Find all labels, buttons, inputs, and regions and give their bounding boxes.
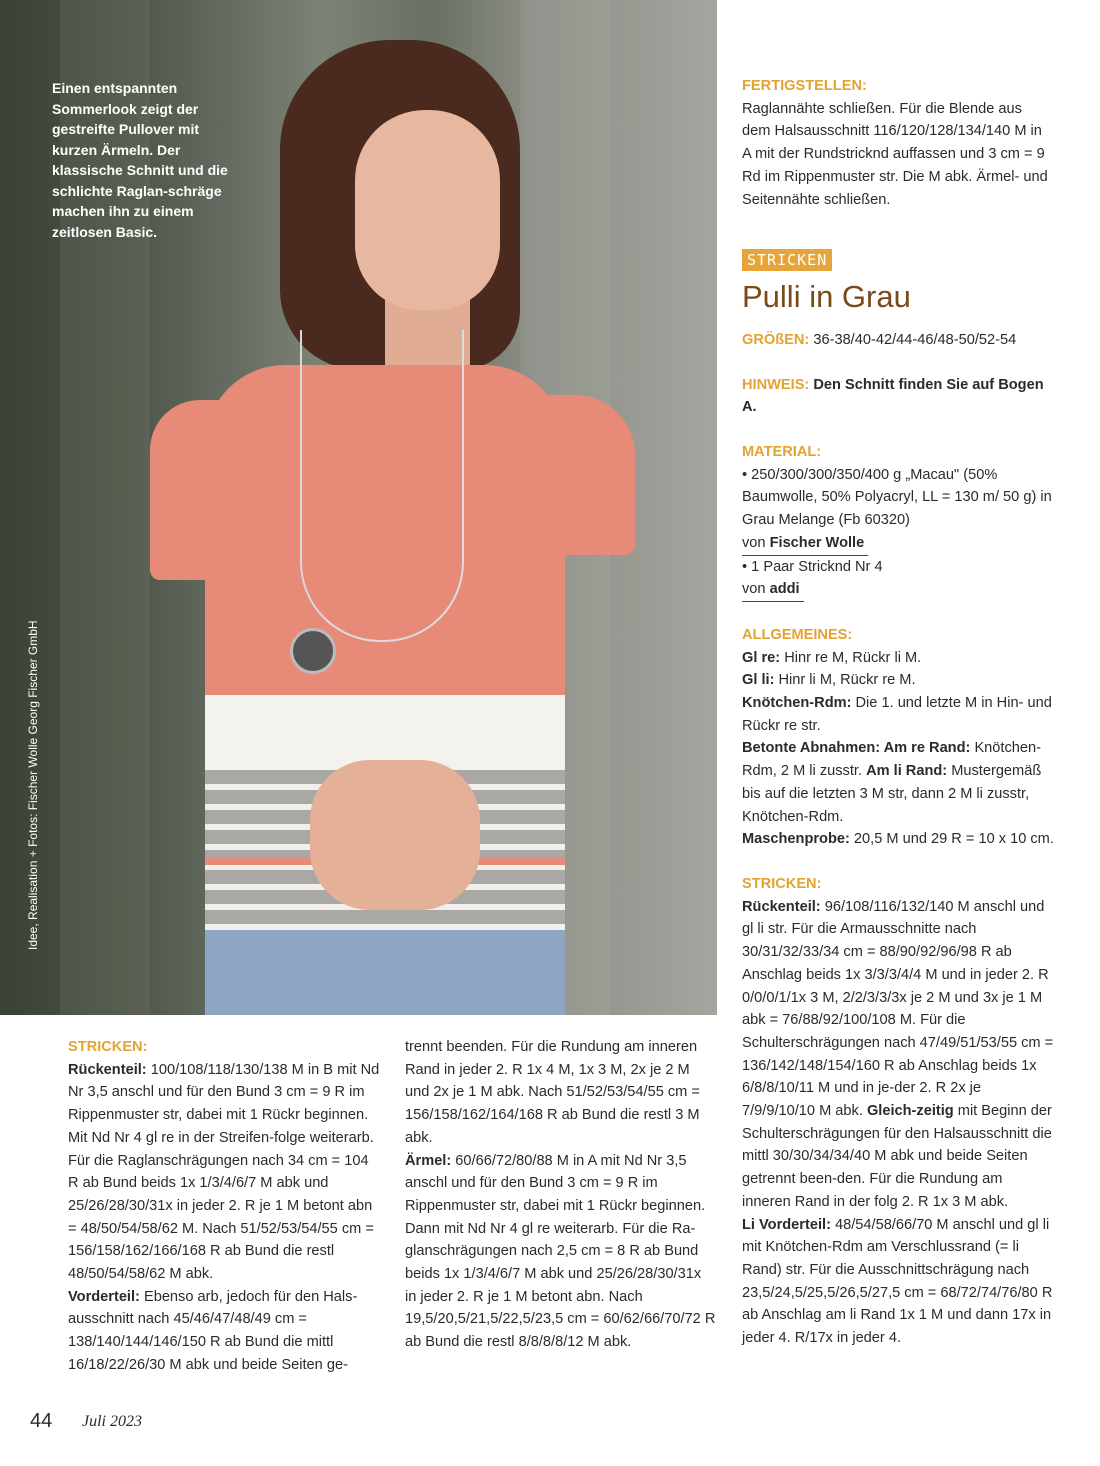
paragraph-groessen <box>742 329 1054 352</box>
text-aermel: 60/66/72/80/88 M in A mit Nd Nr 3,5 anschl und für den Bund 3 cm = 9 R im Rippenmuster str, dabei mit 1 Rückr beginnen. Dann mit Nd Nr 4 gl re weiterarb. Für die Ra-glanschrägungen nach 2,5 cm = 8 R ab Bund beids 1x 1/3/4/6/7 M abk und 25/26/28/30/31x in jeder 2. R je 1 M betont abn. Nach 19,5/20,5/21,5/22,5/23,5 cm = 60/62/66/70/72 R ab Bund die restl 8/8/8/8/12 M abk. <box>405 1152 716 1351</box>
column-middle <box>405 1036 716 1354</box>
heading-stricken: STRICKEN: <box>742 875 822 892</box>
category-tag <box>742 249 1054 273</box>
text-betonte-li: Mustergemäß bis auf die letzten 3 M str, dann 2 M li zusstr, Knötchen-Rdm. <box>742 763 1042 825</box>
jeans <box>205 930 565 1015</box>
paragraph-gl-li <box>742 669 1054 692</box>
column-left <box>68 1036 380 1377</box>
text-hinweis: Den Schnitt finden Sie auf Bogen A. <box>742 376 1044 416</box>
paragraph-vorderteil <box>68 1286 380 1377</box>
brand-addi: addi <box>769 581 800 598</box>
label-hinweis: HINWEIS: <box>742 376 810 393</box>
paragraph-maschenprobe <box>742 828 1054 851</box>
paragraph-rueckenteil-grau <box>742 896 1054 1214</box>
text-rueckenteil: 100/108/118/130/138 M in B mit Nd Nr 3,5 anschl und für den Bund 3 cm = 9 R im Rippenmuster str, dabei mit 1 Rückr beginnen. Mit Nd Nr 4 gl re in der Streifen-folge weiterarb. Für die Raglanschrägungen nach 34 cm = 104 R ab Bund beids 1x 1/3/4/6/7 M abk und 25/26/28/30/31x in jeder 2. R je 1 M betont abn = 48/50/54/58/62 M. Nach 51/52/53/54/55 cm = 156/158/162/166/168 R ab Bund die restl 48/50/54/58/62 M abk. <box>68 1061 380 1283</box>
material-item-yarn-source <box>742 532 1054 556</box>
photo-credit: Idee, Realisation + Fotos: Fischer Wolle Georg Fischer GmbH <box>26 620 40 950</box>
label-gl-li: Gl li: <box>742 672 775 689</box>
paragraph-knoetchen <box>742 692 1054 737</box>
text-vorderteil: Ebenso arb, jedoch für den Hals-ausschnitt nach 45/46/47/48/49 cm = 138/140/144/146/150 R ab Bund die mittl 16/18/22/26/30 M abk und beide Seiten ge- <box>68 1288 358 1373</box>
paragraph-aermel <box>405 1150 716 1354</box>
issue-date: Juli 2023 <box>82 1413 142 1430</box>
label-aermel: Ärmel: <box>405 1152 452 1169</box>
hero-photo <box>0 0 717 1015</box>
model-face <box>355 110 500 310</box>
necklace-pendant <box>290 628 336 674</box>
text-betonte-re: Knötchen-Rdm, 2 M li zusstr. <box>742 740 1041 780</box>
label-am-li-rand: Am li Rand: <box>866 763 948 780</box>
text-rueckenteil-grau: 96/108/116/132/140 M anschl und gl li str. Für die Armausschnitte nach 30/31/32/33/34 cm = 88/90/92/96/98 R ab Anschlag beids 1x 3/3/3/4/4 M und in jeder 2. R 0/0/0/1/1x 3 M, 2/2/3/3/3x je 2 M und 3x je 1 M abk = 76/88/92/100/108 M. Für die Schulterschrägungen nach 47/49/51/53/55 cm = 136/142/148/154/160 R ab Anschlag beids 1x 6/8/8/10/11 M und in je-der 2. R 2x je 7/9/9/10/10 M abk. <box>742 898 1054 1120</box>
paragraph-vorderteil-cont: trennt beenden. Für die Rundung am inneren Rand in jeder 2. R 1x 4 M, 1x 3 M, 2x je 2 M und 2x je 1 M abk. Nach 51/52/53/54/55 cm = 156/158/162/164/168 R ab Bund die restl 3 M abk. <box>405 1039 700 1146</box>
label-betonte-abnahmen: Betonte Abnahmen: Am re Rand: <box>742 740 971 757</box>
label-li-vorderteil: Li Vorderteil: <box>742 1216 831 1233</box>
text-gleichzeitig: mit Beginn der Schulterschrägungen für den Halsausschnitt die mittl 30/30/34/34/40 M abk und beide Seiten getrennt been-den. Für die Rundung am inneren Rand in der folg 2. R 1x 3 M abk. <box>742 1103 1052 1210</box>
model-arm <box>310 760 480 910</box>
brand-fischer-wolle: Fischer Wolle <box>769 534 865 551</box>
paragraph-hinweis <box>742 374 1054 419</box>
text-li-vorderteil: 48/54/58/66/70 M anschl und gl li mit Knötchen-Rdm am Verschlussrand (= li Rand) str. Für die Ausschnittschrägung nach 23,5/24,5/25,5/26,5/27,5 cm = 68/72/74/76/80 R ab Anschlag am li Rand 1x 1 M und dann 17x in jeder 4. R/17x in jeder 4. <box>742 1216 1053 1347</box>
pattern-title: Pulli in Grau <box>742 278 911 314</box>
heading-material: MATERIAL: <box>742 444 822 461</box>
text-gl-re: Hinr re M, Rückr li M. <box>784 649 922 666</box>
paragraph-rueckenteil <box>68 1059 380 1286</box>
heading-allgemeines: ALLGEMEINES: <box>742 626 853 643</box>
heading-fertigstellen: FERTIGSTELLEN: <box>742 78 867 94</box>
sweater-white-stripe <box>205 695 565 770</box>
material-item-needles: • 1 Paar Stricknd Nr 4 <box>742 558 883 575</box>
label-vorderteil: Vorderteil: <box>68 1288 140 1305</box>
text-groessen: 36-38/40-42/44-46/48-50/52-54 <box>813 331 1017 348</box>
paragraph-betonte-abnahmen <box>742 737 1054 828</box>
label-maschenprobe: Maschenprobe: <box>742 831 850 848</box>
label-knoetchen: Knötchen-Rdm: <box>742 695 852 712</box>
paragraph-gl-re <box>742 647 1054 670</box>
text-maschenprobe: 20,5 M und 29 R = 10 x 10 cm. <box>853 831 1054 848</box>
paragraph-li-vorderteil <box>742 1214 1054 1350</box>
text-gl-li: Hinr li M, Rückr re M. <box>778 672 916 689</box>
text-knoetchen: Die 1. und letzte M in Hin- und Rückr re str. <box>742 695 1052 734</box>
tag-stricken: STRICKEN <box>742 249 832 271</box>
label-gleichzeitig: Gleich-zeitig <box>866 1103 954 1120</box>
column-right <box>742 75 1054 1350</box>
material-item-yarn: • 250/300/300/350/400 g „Macau" (50% Baumwolle, 50% Polyacryl, LL = 130 m/ 50 g) in Grau Melange (Fb 60320) <box>742 466 1052 529</box>
label-rueckenteil-grau: Rückenteil: <box>742 898 821 915</box>
photo-caption: Einen entspannten Sommerlook zeigt der gestreifte Pullover mit kurzen Ärmeln. Der klassische Schnitt und die schlichte Raglan-schräge machen ihn zu einem zeitlosen Basic. <box>52 80 228 240</box>
necklace <box>300 330 464 642</box>
label-von: von <box>742 534 766 551</box>
label-groessen: GRÖßEN: <box>742 331 810 348</box>
paragraph-fertigstellen: Raglannähte schließen. Für die Blende aus dem Halsausschnitt 116/120/128/134/140 M in A mit der Rundstricknd auffassen und 3 cm = 9 Rd im Rippenmuster str. Die M abk. Ärmel- und Seitennähte schließen. <box>742 100 1048 208</box>
page-number: 44 <box>30 1410 53 1432</box>
material-item-needles-source <box>742 578 1054 602</box>
label-rueckenteil: Rückenteil: <box>68 1061 147 1078</box>
label-von: von <box>742 581 766 598</box>
section-heading: STRICKEN: <box>68 1039 148 1055</box>
label-gl-re: Gl re: <box>742 649 781 666</box>
